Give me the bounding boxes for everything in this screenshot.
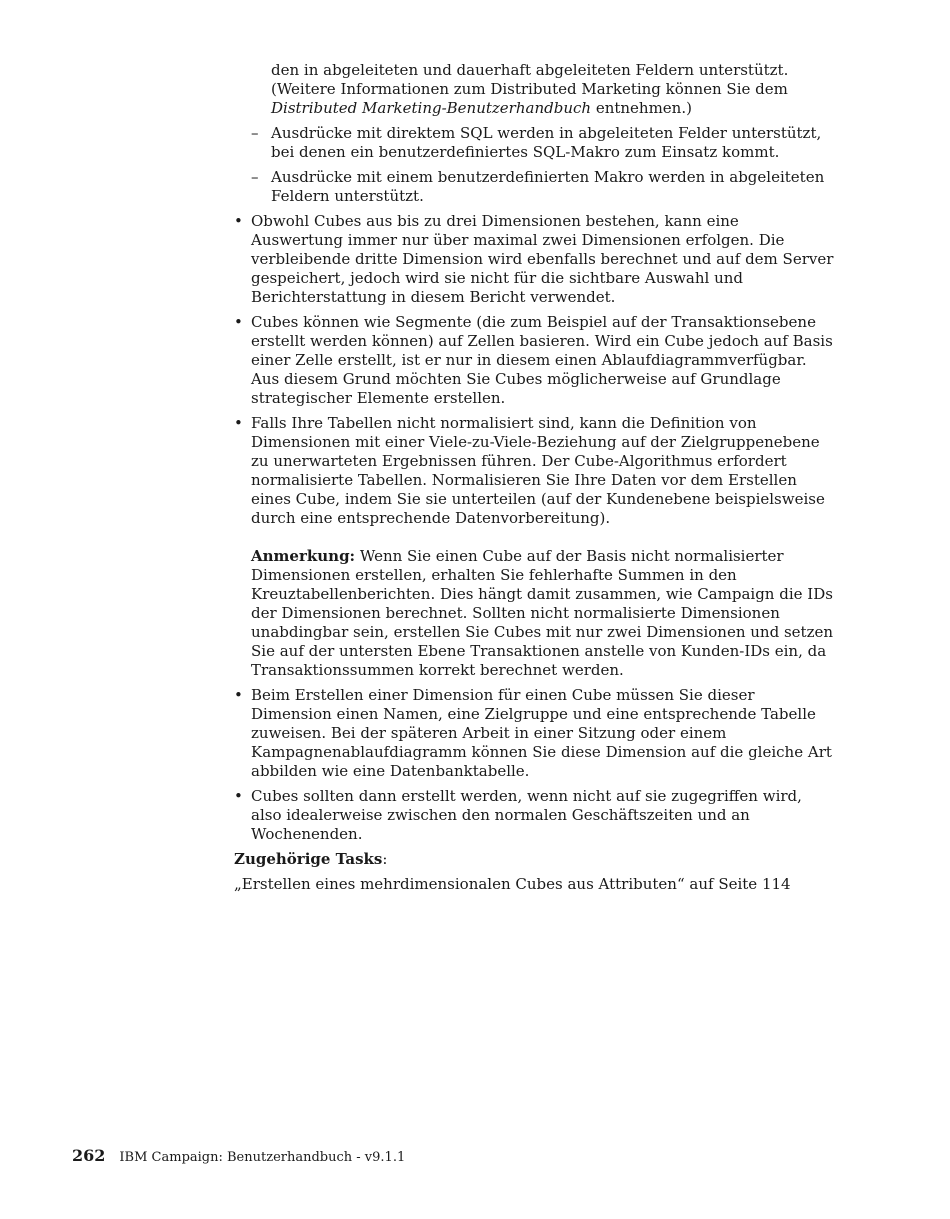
bullet-marker: • [234,686,243,704]
note-label: Anmerkung: [251,547,356,565]
related-tasks-label: Zugehörige Tasks [234,850,383,868]
bullet-item [234,414,834,680]
continued-paragraph [234,61,834,118]
bullet-item [234,787,834,844]
bullet-marker: • [234,787,243,805]
dash-item [234,124,834,162]
footer-title: IBM Campaign: Benutzerhandbuch - v9.1.1 [119,1150,406,1165]
continued-text-end: entnehmen.) [591,99,692,117]
bullet-text: Beim Erstellen einer Dimension für einen Cube müssen Sie dieser Dimension einen Namen, eine Zielgruppe und eine entsprechende Tabelle zuweisen. Bei der späteren Arbeit in einer Sitzung oder einem Kampagnenablaufdiagramm können Sie diese Dimension auf die gleiche Art abbilden wie eine Datenbanktabelle. [251,686,832,780]
note-block [251,547,834,680]
bullet-item [234,313,834,408]
dash-item [234,168,834,206]
continued-text: den in abgeleiteten und dauerhaft abgeleiteten Feldern unterstützt. (Weitere Informationen zum Distributed Marketing können Sie dem [271,61,789,98]
page-footer [72,1146,405,1168]
note-text: Wenn Sie einen Cube auf der Basis nicht normalisierter Dimensionen erstellen, erhalten Sie fehlerhafte Summen in den Kreuztabellenberichten. Dies hängt damit zusammen, wie Campaign die IDs der Dimensionen berechnet. Sollten nicht normalisierte Dimensionen unabdingbar sein, erstellen Sie Cubes mit nur zwei Dimensionen und setzen Sie auf der untersten Ebene Transaktionen anstelle von Kunden-IDs ein, da Transaktionssummen korrekt berechnet werden. [251,547,834,679]
bullet-marker: • [234,313,243,331]
page-number: 262 [72,1146,106,1165]
related-task-link[interactable]: „Erstellen eines mehrdimensionalen Cubes aus Attributen“ auf Seite 114 [234,875,791,893]
book-title: Distributed Marketing-Benutzerhandbuch [271,99,592,117]
dash-marker: – [251,168,259,186]
related-tasks-colon: : [382,850,388,868]
bullet-item [234,686,834,781]
bullet-text: Cubes können wie Segmente (die zum Beispiel auf der Transaktionsebene erstellt werden können) auf Zellen basieren. Wird ein Cube jedoch auf Basis einer Zelle erstellt, ist er nur in diesem einen Ablaufdiagrammverfügbar. Aus diesem Grund möchten Sie Cubes möglicherweise auf Grundlage strategischer Elemente erstellen. [251,313,833,407]
bullet-text: Falls Ihre Tabellen nicht normalisiert sind, kann die Definition von Dimensionen mit einer Viele-zu-Viele-Beziehung auf der Zielgruppenebene zu unerwarteten Ergebnissen führen. Der Cube-Algorithmus erfordert normalisierte Tabellen. Normalisieren Sie Ihre Daten vor dem Erstellen eines Cube, indem Sie sie unterteilen (auf der Kundenebene beispielsweise durch eine entsprechende Datenvorbereitung). [251,414,825,527]
bullet-text: Cubes sollten dann erstellt werden, wenn nicht auf sie zugegriffen wird, also idealerweise zwischen den normalen Geschäftszeiten und an Wochenenden. [251,787,802,843]
bullet-text: Obwohl Cubes aus bis zu drei Dimensionen bestehen, kann eine Auswertung immer nur über maximal zwei Dimensionen erfolgen. Die verbleibende dritte Dimension wird ebenfalls berechnet und auf dem Server gespeichert, jedoch wird sie nicht für die sichtbare Auswahl und Berichterstattung in diesem Bericht verwendet. [251,212,834,306]
bullet-item [234,212,834,307]
related-tasks-heading [234,850,834,869]
dash-marker: – [251,124,259,142]
bullet-marker: • [234,212,243,230]
bullet-marker: • [234,414,243,432]
page-body [234,61,834,894]
dash-item-text: Ausdrücke mit direktem SQL werden in abgeleiteten Felder unterstützt, bei denen ein benutzerdefiniertes SQL-Makro zum Einsatz kommt. [271,124,822,161]
dash-item-text: Ausdrücke mit einem benutzerdefinierten Makro werden in abgeleiteten Feldern unterstützt. [271,168,825,205]
